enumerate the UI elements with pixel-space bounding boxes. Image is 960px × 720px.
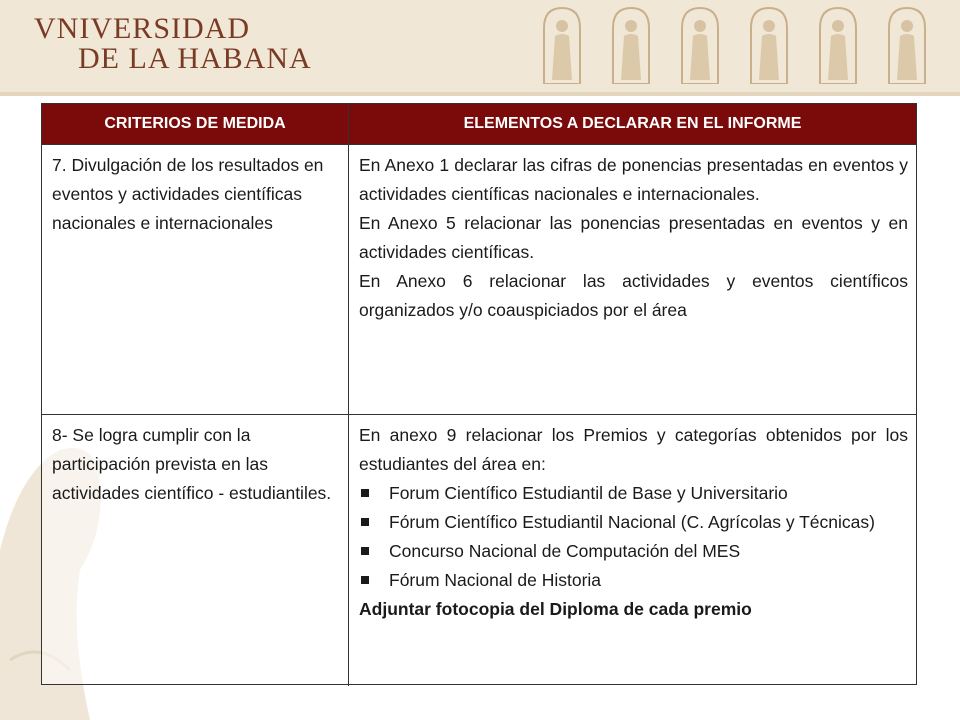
elements-cell	[349, 415, 916, 686]
element-paragraph: En Anexo 1 declarar las cifras de ponencias presentadas en eventos y actividades científicas nacionales e internacionales.	[359, 155, 908, 204]
list-item-text: Fórum Nacional de Historia	[389, 570, 602, 590]
elements-cell	[349, 145, 916, 414]
header-divider	[0, 92, 960, 96]
criterion-text: 8- Se logra cumplir con la participación prevista en las actividades científico - estudiantiles.	[52, 425, 332, 503]
criterion-cell	[42, 415, 349, 686]
element-closing-note: Adjuntar fotocopia del Diploma de cada premio	[359, 599, 752, 619]
element-paragraph: En Anexo 5 relacionar las ponencias presentadas en eventos y en actividades científicas.	[359, 213, 908, 262]
column-header-criterios: CRITERIOS DE MEDIDA	[42, 104, 349, 144]
header-banner	[0, 0, 960, 96]
criterion-cell	[42, 145, 349, 414]
prize-list	[359, 479, 908, 595]
list-item	[359, 566, 908, 595]
university-logo	[34, 14, 312, 74]
logo-line-2: DE LA HABANA	[78, 42, 312, 75]
saint-figure-icon	[678, 6, 722, 84]
saint-figure-icon	[816, 6, 860, 84]
saint-figure-icon	[540, 6, 584, 84]
saint-figure-icon	[747, 6, 791, 84]
square-bullet-icon	[361, 547, 369, 555]
logo-line-1: VNIVERSIDAD	[34, 12, 250, 45]
list-item-text: Forum Científico Estudiantil de Base y Universitario	[389, 483, 788, 503]
saint-figure-icon	[885, 6, 929, 84]
criterion-text: 7. Divulgación de los resultados en eventos y actividades científicas nacionales e internacionales	[52, 155, 324, 233]
list-item-text: Concurso Nacional de Computación del MES	[389, 541, 741, 561]
column-header-elementos: ELEMENTOS A DECLARAR EN EL INFORME	[463, 115, 802, 132]
square-bullet-icon	[361, 576, 369, 584]
saint-figure-icon	[609, 6, 653, 84]
list-item-text: Fórum Científico Estudiantil Nacional (C. Agrícolas y Técnicas)	[389, 512, 875, 532]
list-item	[359, 537, 908, 566]
table-row	[42, 414, 916, 686]
list-item	[359, 479, 908, 508]
criteria-table	[41, 103, 917, 685]
list-item	[359, 508, 908, 537]
square-bullet-icon	[361, 489, 369, 497]
square-bullet-icon	[361, 518, 369, 526]
table-header-row	[42, 104, 916, 144]
table-row	[42, 144, 916, 414]
element-paragraph: En Anexo 6 relacionar las actividades y eventos científicos organizados y/o coauspiciados por el área	[359, 271, 908, 320]
element-intro: En anexo 9 relacionar los Premios y categorías obtenidos por los estudiantes del área en:	[359, 425, 908, 474]
